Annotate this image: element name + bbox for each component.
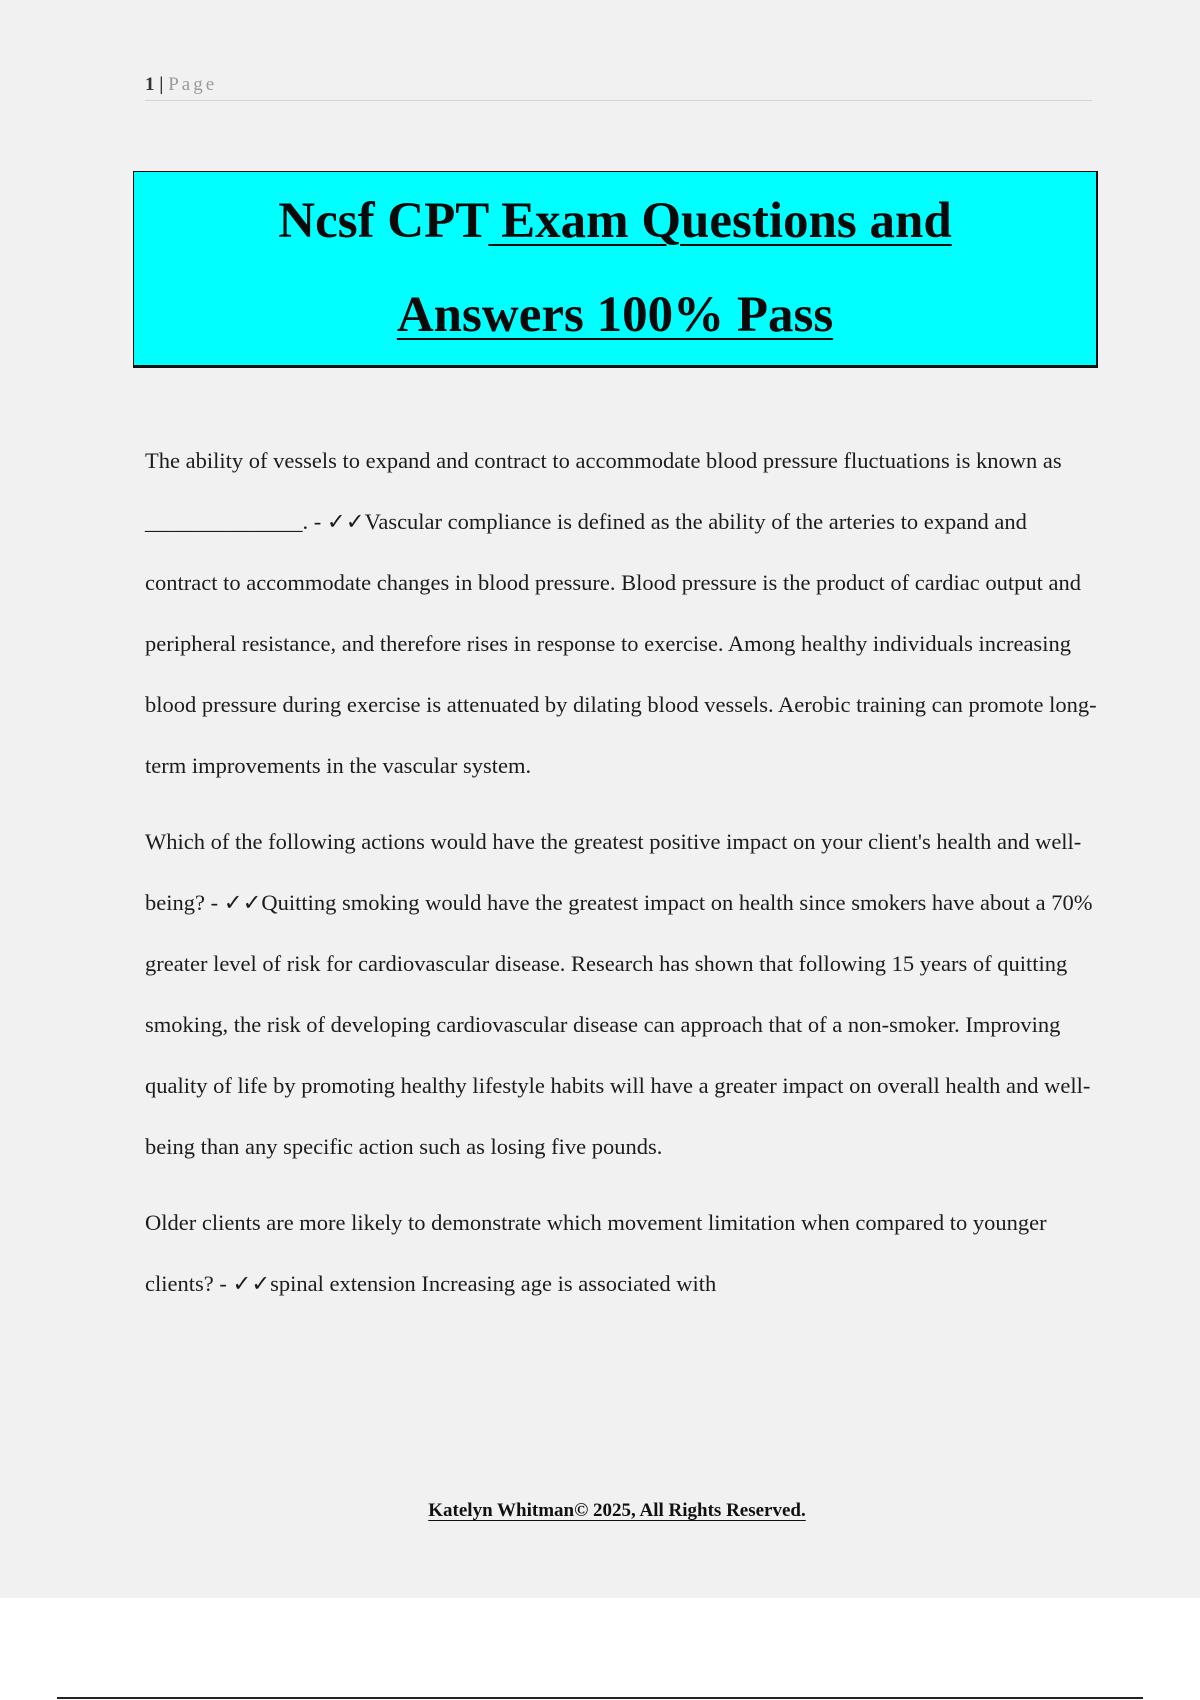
page-header — [145, 72, 1092, 101]
page-number: 1 — [145, 74, 155, 95]
question-paragraph: The ability of vessels to expand and contract to accommodate blood pressure fluctuations is known as ______________. - ✓✓Vascular compliance is defined as the ability of the arteries to expand and contract to accommodate changes in blood pressure. Blood pressure is the product of cardiac output and peripheral resistance, and therefore rises in response to exercise. Among healthy individuals increasing blood pressure during exercise is attenuated by dilating blood vessels. Aerobic training can promote long-term improvements in the vascular system. — [145, 448, 1097, 778]
page-label: Page — [168, 74, 218, 95]
document-title — [134, 172, 1096, 362]
document-body — [145, 430, 1100, 1329]
copyright-footer: Katelyn Whitman© 2025, All Rights Reserved. — [428, 1500, 806, 1521]
title-line2: Answers 100% Pass — [396, 287, 834, 343]
page-divider — [57, 1697, 1143, 1699]
title-line1-part1: Ncsf CPT — [278, 193, 489, 249]
question-paragraph: Older clients are more likely to demonstrate which movement limitation when compared to younger clients? - ✓✓spinal extension Increasing age is associated with — [145, 1210, 1047, 1296]
title-line1-part2: Exam Questions and — [488, 193, 952, 249]
title-box — [133, 171, 1098, 368]
page-separator: | — [159, 74, 164, 95]
question-paragraph: Which of the following actions would have the greatest positive impact on your client's health and well-being? - ✓✓Quitting smoking would have the greatest impact on health since smokers have about a 70% greater level of risk for cardiovascular disease. Research has shown that following 15 years of quitting smoking, the risk of developing cardiovascular disease can approach that of a non-smoker. Improving quality of life by promoting healthy lifestyle habits will have a greater impact on overall health and well-being than any specific action such as losing five pounds. — [145, 829, 1093, 1159]
